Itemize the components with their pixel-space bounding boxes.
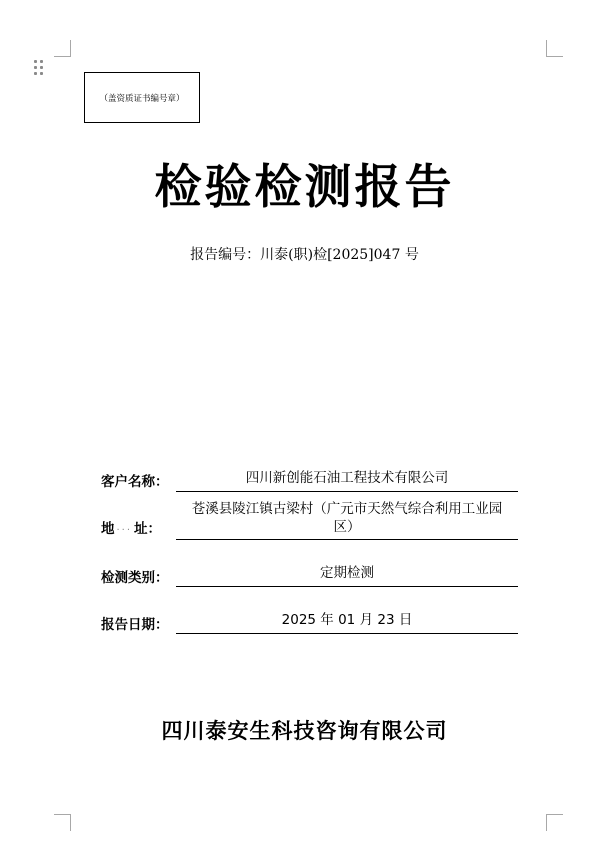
category-value-field[interactable] — [176, 563, 518, 587]
report-number: 报告编号：川泰(职)检[2025]047 号 — [190, 247, 419, 263]
date-label: 报告日期： — [101, 617, 169, 633]
address-value-line-1: 苍溪县陵江镇古梁村（广元市天然气综合利用工业园 — [191, 501, 503, 517]
address-label-dots: ··· — [116, 525, 133, 536]
date-value: 2025 年 01 月 23 日 — [281, 612, 413, 628]
crop-mark-bottom-left — [54, 814, 71, 831]
report-title: 检验检测报告 — [154, 160, 455, 215]
category-value: 定期检测 — [320, 565, 374, 581]
issuing-company: 四川泰安生科技咨询有限公司 — [161, 718, 448, 743]
crop-mark-top-left — [54, 40, 71, 57]
client-value-field[interactable] — [176, 468, 518, 492]
address-value-line-2: 区） — [333, 519, 361, 535]
address-label — [101, 520, 161, 540]
client-value: 四川新创能石油工程技术有限公司 — [245, 470, 449, 486]
crop-mark-bottom-right — [546, 814, 563, 831]
crop-mark-top-right — [546, 40, 563, 57]
category-label: 检测类别： — [101, 570, 169, 586]
qualification-stamp-box — [84, 72, 200, 123]
stamp-box-text: （盖资质证书编号章） — [99, 93, 185, 104]
address-label-start: 地 — [101, 521, 115, 537]
drag-handle-icon[interactable] — [34, 60, 44, 76]
client-label: 客户名称： — [101, 474, 169, 490]
address-value-field[interactable] — [176, 500, 518, 540]
address-label-end: 址： — [134, 521, 162, 537]
date-value-field[interactable] — [176, 610, 518, 634]
